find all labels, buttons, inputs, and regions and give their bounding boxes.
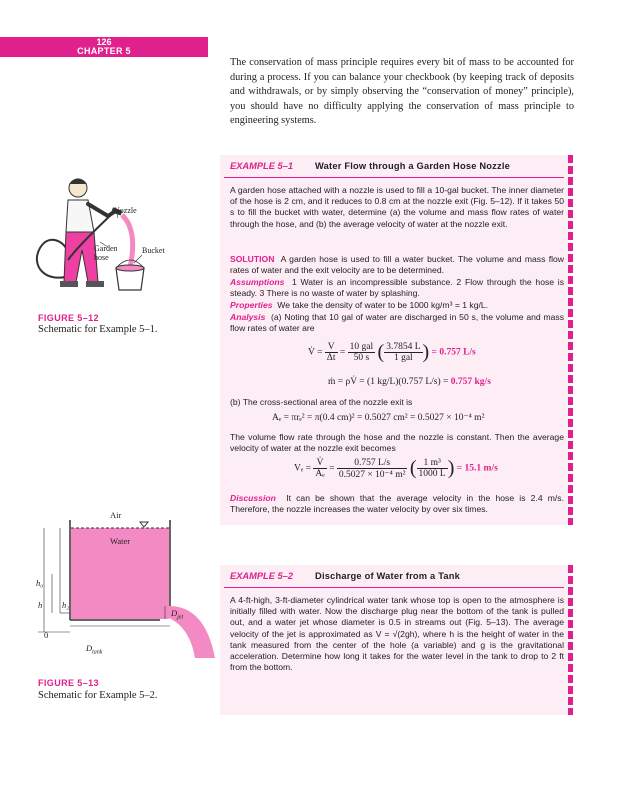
properties-label: Properties	[230, 300, 273, 310]
assumptions-label: Assumptions	[230, 277, 285, 287]
eq1-frac1-den: Δt	[326, 353, 336, 363]
djet-label	[171, 608, 183, 621]
eq4-frac1-den: Aₑ	[315, 469, 325, 479]
eq4-frac3-num: 1 m³	[417, 458, 448, 469]
h-label: h	[38, 600, 43, 610]
solution-text: A garden hose is used to fill a water bucket. The volume and mass flow rates of water and the exit velocity are to be determined.	[230, 254, 564, 276]
h2-label: h₂	[62, 600, 70, 610]
properties-text: We take the density of water to be 1000 kg/m³ = 1 kg/L.	[277, 300, 489, 310]
example-5-2-side-stripe	[568, 565, 573, 715]
figure-5-12-caption: Schematic for Example 5–1.	[38, 324, 158, 335]
garden-hose-figure	[10, 160, 210, 305]
constant-flow-text: The volume flow rate through the hose and the nozzle is constant. Then the average velocity of water at the nozzle exit becomes	[230, 432, 564, 454]
nozzle-label: Nozzle	[114, 206, 137, 215]
part-b-text: (b) The cross-sectional area of the nozzle exit is	[230, 397, 413, 407]
solution-label: SOLUTION	[230, 254, 275, 264]
volume-flow-equation: V̇ = $\frac{V}{\Delta t}$ = 10 gal 50 s ( 3.7854 L 1 gal ) = 0.757 L/s	[308, 341, 476, 363]
example-5-2-box	[220, 565, 572, 715]
eq1-frac1-num: V	[325, 342, 338, 353]
example-5-1-problem: A garden hose attached with a nozzle is used to fill a 10-gal bucket. The inner diameter of the hose is 2 cm, and it reduces to 0.8 cm at the nozzle exit (Fig. 5–12). If it takes 50 s to fill the bucket with water, determine (a) the volume and mass flow rates of water through the hose, and (b) the average velocity of water at the nozzle exit.	[230, 185, 564, 229]
example-5-1-header	[230, 161, 510, 171]
eq1-frac2-num: 10 gal	[349, 342, 374, 352]
chapter-title: CHAPTER 5	[77, 46, 131, 56]
example-5-1-box	[220, 155, 572, 525]
eq1-lhs: V̇ =	[308, 347, 323, 358]
velocity-equation: Vₑ = $\frac{V̇}{\text{Aₑ}}$ = $\frac{0.757 L/s}{\text{0.5027 × 10⁻⁴ m²}}$ ( $\frac{\text{1 m³}}{1000 L}$ ) = 15.1 m/s	[294, 457, 498, 480]
eq2-expression: ṁ = ρV̇ = (1 kg/L)(0.757 L/s) =	[328, 377, 449, 387]
figure-5-13-label: FIGURE 5–13	[38, 678, 99, 688]
assumptions-text: 1 Water is an incompressible substance. 2 Flow through the hose is steady. 3 There is no waste of water by splashing.	[230, 277, 564, 299]
area-equation: Aₑ = πrₑ² = π(0.4 cm)² = 0.5027 cm² = 0.5027 × 10⁻⁴ m²	[272, 413, 485, 423]
example-5-2-title: Discharge of Water from a Tank	[315, 571, 461, 581]
dtank-symbol: D	[86, 643, 93, 653]
figure-5-12-label: FIGURE 5–12	[38, 313, 99, 323]
example-5-2-header	[230, 571, 460, 581]
discussion-text: It can be shown that the average velocity in the hose is 2.4 m/s. Therefore, the nozzle increases the water velocity by over six times.	[230, 493, 564, 515]
eq4-frac2-den: 0.5027 × 10⁻⁴ m²	[338, 469, 406, 480]
intro-paragraph: The conservation of mass principle requires every bit of mass to be accounted for during a process. If you can balance your checkbook (by keeping track of deposits and withdrawals, or by simply observing the “conservation of money” principle), you should have no difficulty applying the conservation of mass principle to engineering systems.	[230, 57, 574, 127]
analysis-paragraph	[230, 312, 564, 334]
garden-label: Garden	[94, 244, 118, 253]
eq4-frac2-num: 0.757 L/s	[337, 458, 408, 469]
eq1-frac3-den: 1 gal	[393, 353, 413, 363]
djet-subscript: jet	[177, 614, 184, 621]
example-5-1-side-stripe	[568, 155, 573, 525]
zero-label: 0	[44, 630, 49, 640]
eq4-lhs: Vₑ =	[294, 463, 312, 474]
bucket-label: Bucket	[142, 246, 165, 255]
discussion-label: Discussion	[230, 493, 276, 503]
eq4-frac1-num: V̇	[313, 458, 326, 469]
dtank-subscript: tank	[92, 649, 103, 656]
analysis-text: (a) Noting that 10 gal of water are discharged in 50 s, the volume and mass flow rates of water are	[230, 312, 564, 334]
eq4-frac3-den: 1000 L	[418, 469, 446, 479]
example-header-rule	[224, 177, 564, 178]
eq1-frac2-den: 50 s	[353, 353, 370, 363]
water-label: Water	[110, 536, 131, 546]
h0-label: h₀	[36, 578, 44, 588]
analysis-label: Analysis	[230, 312, 266, 322]
mass-flow-equation	[328, 377, 491, 387]
tank-figure	[30, 508, 220, 658]
properties-paragraph	[230, 300, 564, 311]
eq1-result: = 0.757 L/s	[431, 347, 476, 358]
eq2-result: 0.757 kg/s	[450, 377, 491, 387]
hose-label: hose	[94, 253, 109, 262]
dtank-label	[86, 643, 102, 656]
discussion-paragraph	[230, 493, 564, 515]
djet-symbol: D	[171, 608, 178, 618]
example-5-2-number: EXAMPLE 5–2	[230, 571, 294, 581]
assumptions-paragraph	[230, 277, 564, 299]
figure-5-13-caption: Schematic for Example 5–2.	[38, 690, 158, 701]
page-number: 126	[96, 37, 112, 47]
example-5-2-problem: A 4-ft-high, 3-ft-diameter cylindrical water tank whose top is open to the atmosphere is initially filled with water. Now the discharge plug near the bottom of the tank is pulled out, and a water jet whose diameter is 0.5 in streams out (Fig. 5–13). The average velocity of the jet is approximated as V = √(2gh), where h is the height of water in the tank measured from the center of the hole (a variable) and g is the gravitational acceleration. Determine how long it takes for the water level in the tank to drop to 2 ft from the bottom.	[230, 595, 564, 673]
eq1-frac3-num: 3.7854 L	[386, 342, 421, 352]
solution-paragraph	[230, 254, 564, 276]
eq4-result: = 15.1 m/s	[456, 463, 498, 474]
example-5-1-number: EXAMPLE 5–1	[230, 161, 294, 171]
air-label: Air	[110, 510, 122, 520]
example-header-rule	[224, 587, 564, 588]
example-5-1-title: Water Flow through a Garden Hose Nozzle	[315, 161, 511, 171]
